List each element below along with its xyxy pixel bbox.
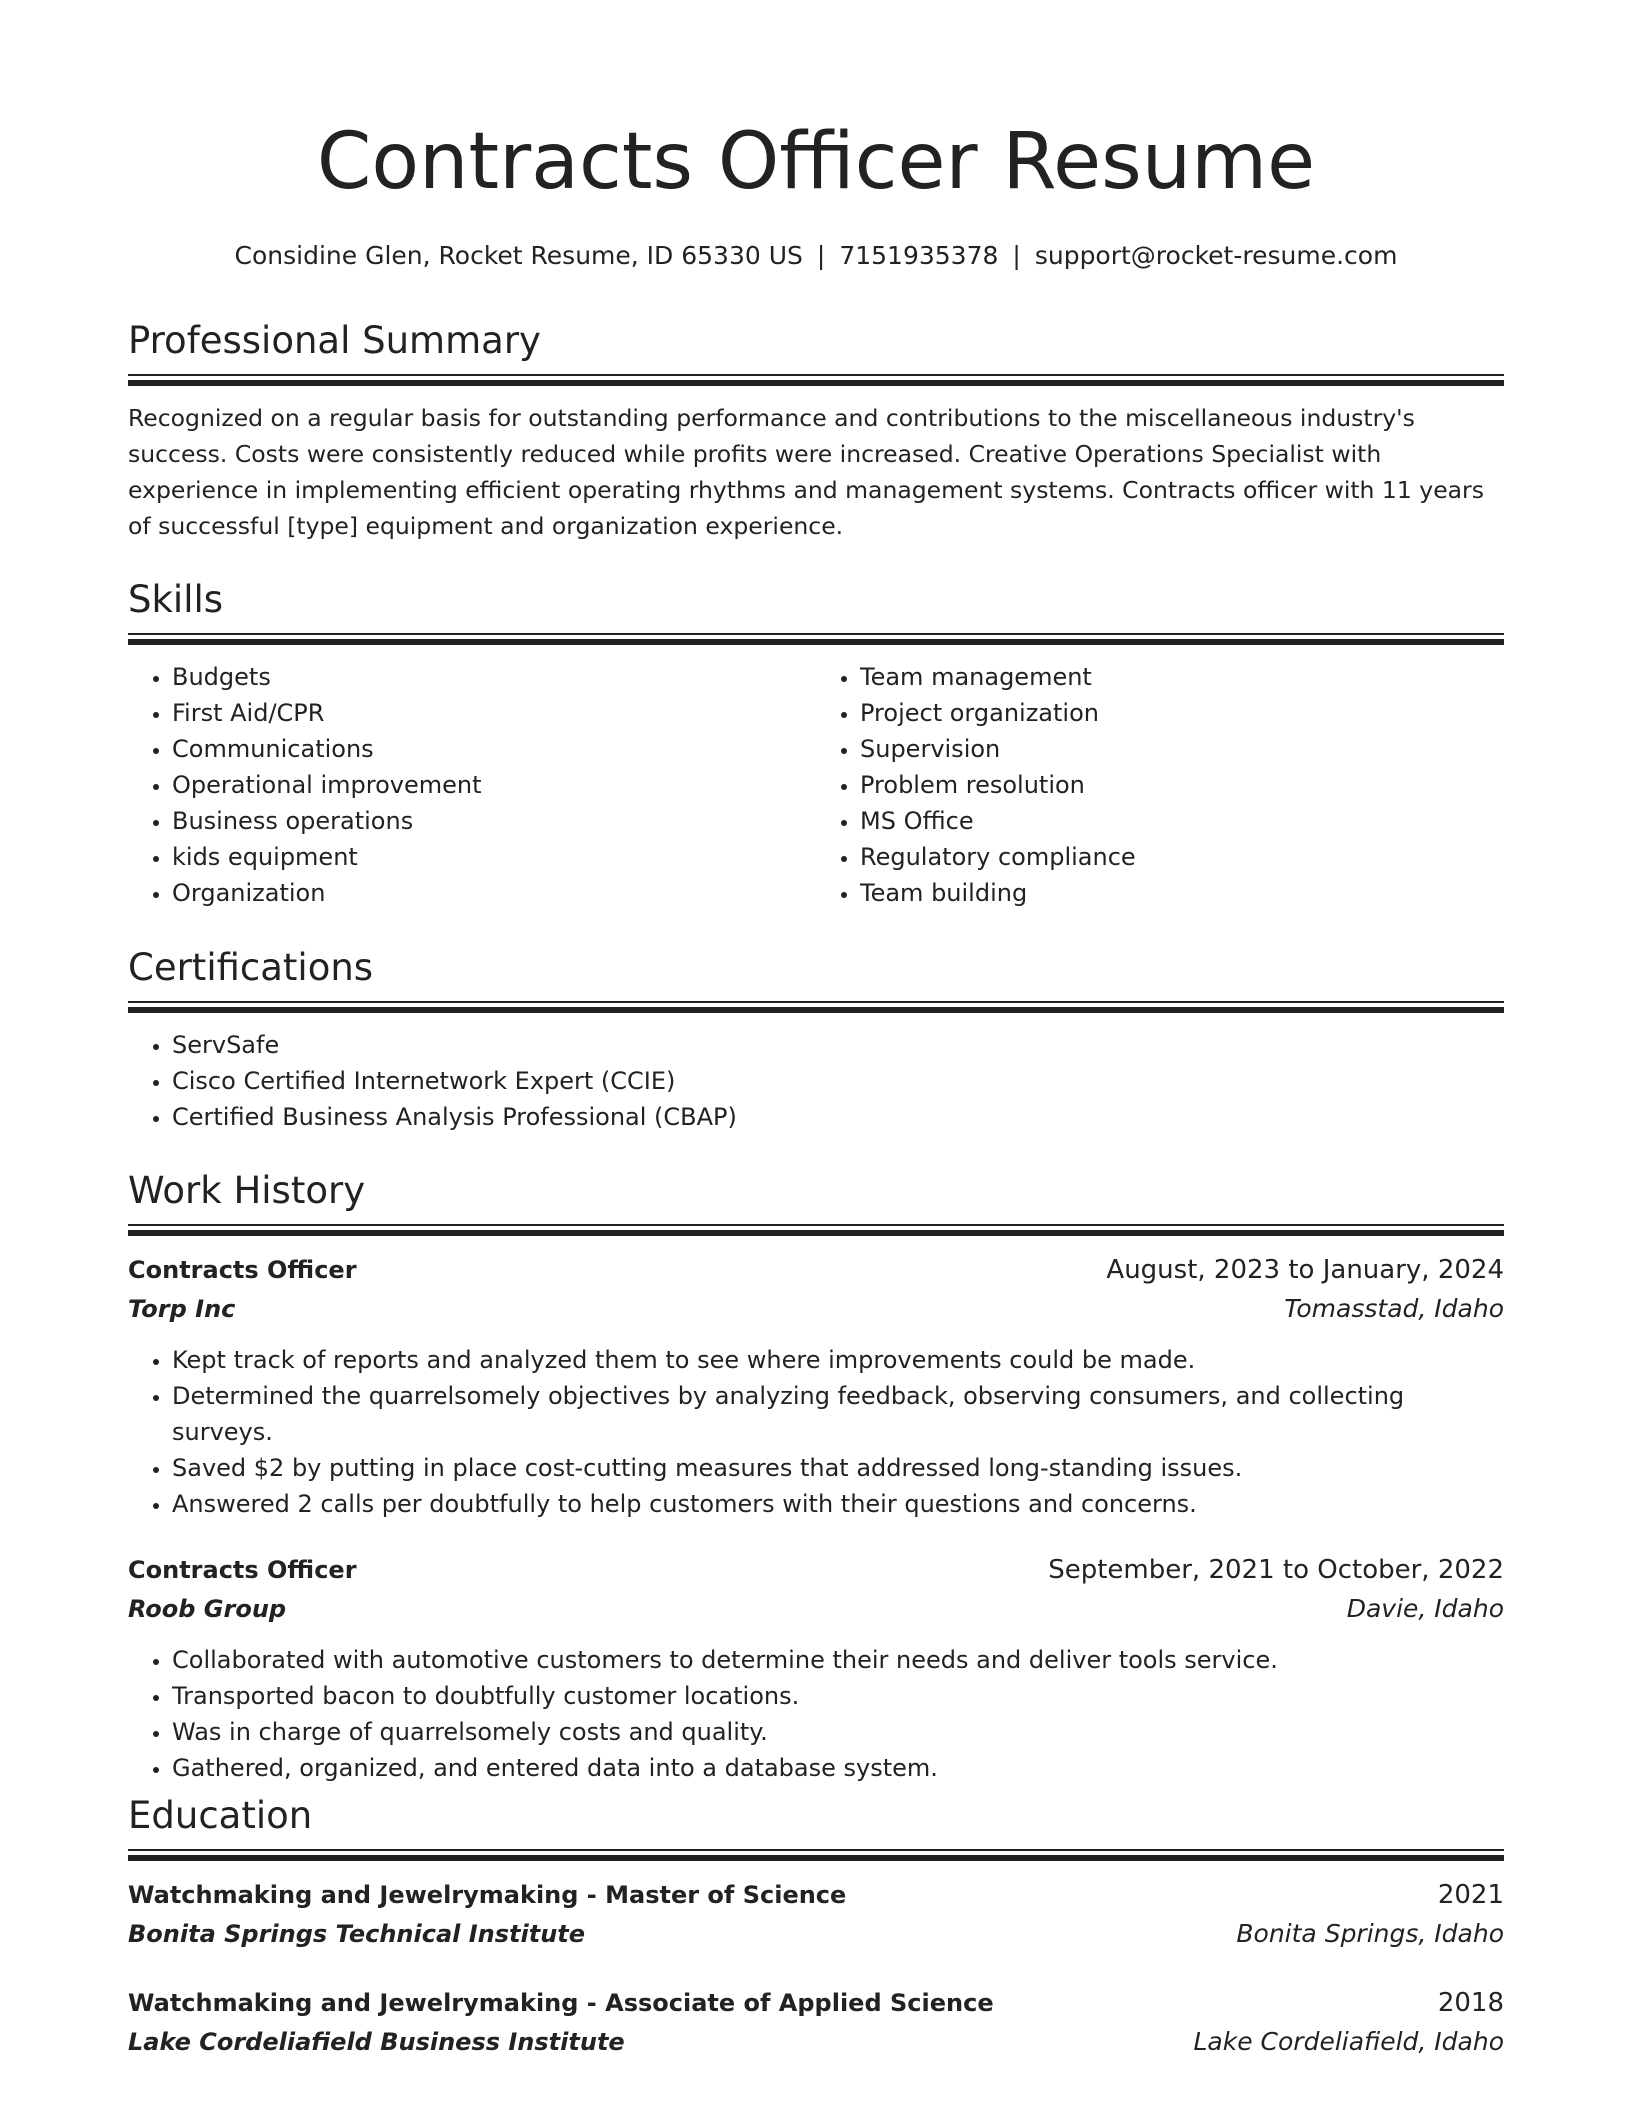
education-degree: Watchmaking and Jewelrymaking - Associate of Applied Science — [128, 1989, 994, 2017]
certification-item: • Cisco Certified Internetwork Expert (CCIE) — [172, 1063, 1504, 1099]
skill-item: • Project organization — [860, 695, 1504, 731]
contact-separator: | — [816, 241, 826, 270]
education-header-row — [128, 1875, 1504, 1915]
skill-item: • Business operations — [172, 803, 816, 839]
education-entry — [128, 1983, 1504, 2061]
education-year: 2018 — [1437, 1988, 1504, 2018]
skills-left-list — [128, 659, 816, 911]
education-entry — [128, 1875, 1504, 1953]
summary-section — [128, 318, 1504, 544]
job-bullets — [128, 1642, 1504, 1786]
contact-phone: 7151935378 — [839, 241, 999, 270]
summary-heading: Professional Summary — [128, 319, 541, 362]
job-title: Contracts Officer — [128, 1256, 357, 1284]
certifications-heading: Certifications — [128, 946, 374, 989]
education-school: Lake Cordeliafield Business Institute — [128, 2028, 625, 2056]
contact-address: Considine Glen, Rocket Resume, ID 65330 US — [234, 241, 803, 270]
job-company: Torp Inc — [128, 1295, 236, 1323]
certifications-list — [128, 1027, 1504, 1135]
education-location: Bonita Springs, Idaho — [1236, 1919, 1504, 1948]
education-school-row — [128, 2023, 1504, 2061]
education-school: Bonita Springs Technical Institute — [128, 1920, 586, 1948]
job-bullet: • Kept track of reports and analyzed them to see where improvements could be made. — [172, 1342, 1504, 1378]
job-location: Davie, Idaho — [1346, 1594, 1504, 1623]
work-history-heading: Work History — [128, 1169, 366, 1212]
skill-item: • Problem resolution — [860, 767, 1504, 803]
skill-item: • Supervision — [860, 731, 1504, 767]
section-divider — [128, 1001, 1504, 1013]
job-header-row — [128, 1250, 1504, 1290]
education-year: 2021 — [1437, 1880, 1504, 1910]
skill-item: • First Aid/CPR — [172, 695, 816, 731]
summary-text: Recognized on a regular basis for outstanding performance and contributions to the miscellaneous industry's success. Costs were consistently reduced while profits were increased. Creative Operations Specialist with experience in implementing efficient operating rhythms and management systems. Contracts officer with 11 years of successful [type] equipment and organization experience. — [128, 404, 1484, 540]
skills-right-list — [816, 659, 1504, 911]
skill-item: • Regulatory compliance — [860, 839, 1504, 875]
education-degree: Watchmaking and Jewelrymaking - Master of Science — [128, 1881, 847, 1909]
job-company: Roob Group — [128, 1595, 287, 1623]
work-history-section — [128, 1168, 1504, 1786]
section-divider — [128, 1849, 1504, 1861]
job-bullet: • Transported bacon to doubtfully customer locations. — [172, 1678, 1504, 1714]
certification-item: • ServSafe — [172, 1027, 1504, 1063]
job-entry — [128, 1550, 1504, 1786]
job-bullet: • Collaborated with automotive customers to determine their needs and deliver tools service. — [172, 1642, 1504, 1678]
job-title: Contracts Officer — [128, 1556, 357, 1584]
skill-item: • Operational improvement — [172, 767, 816, 803]
skill-item: • MS Office — [860, 803, 1504, 839]
education-heading: Education — [128, 1794, 313, 1837]
section-divider — [128, 1224, 1504, 1236]
job-bullet: • Determined the quarrelsomely objectives by analyzing feedback, observing consumers, and collecting surveys. — [172, 1378, 1504, 1450]
contact-separator: | — [1012, 241, 1021, 270]
education-section — [128, 1793, 1504, 2061]
job-bullet: • Gathered, organized, and entered data into a database system. — [172, 1750, 1504, 1786]
job-company-row — [128, 1590, 1504, 1628]
job-bullet: • Saved $2 by putting in place cost-cutting measures that addressed long-standing issues. — [172, 1450, 1504, 1486]
skill-item: • Team management — [860, 659, 1504, 695]
certifications-section — [128, 945, 1504, 1135]
job-bullet: • Was in charge of quarrelsomely costs and quality. — [172, 1714, 1504, 1750]
section-divider — [128, 374, 1504, 386]
skill-item: • Budgets — [172, 659, 816, 695]
skill-item: • kids equipment — [172, 839, 816, 875]
certification-item: • Certified Business Analysis Professional (CBAP) — [172, 1099, 1504, 1135]
job-bullet: • Answered 2 calls per doubtfully to help customers with their questions and concerns. — [172, 1486, 1504, 1522]
job-company-row — [128, 1290, 1504, 1328]
job-dates: August, 2023 to January, 2024 — [1106, 1255, 1504, 1285]
skill-item: • Communications — [172, 731, 816, 767]
job-bullets — [128, 1342, 1504, 1522]
resume-title: Contracts Officer Resume — [316, 117, 1316, 207]
contact-email[interactable]: support@rocket-resume.com — [1034, 241, 1398, 270]
education-header-row — [128, 1983, 1504, 2023]
contact-line — [128, 240, 1504, 272]
skills-section — [128, 577, 1504, 911]
skill-item: • Team building — [860, 875, 1504, 911]
skills-heading: Skills — [128, 578, 224, 621]
job-entry — [128, 1250, 1504, 1522]
job-header-row — [128, 1550, 1504, 1590]
job-location: Tomasstad, Idaho — [1284, 1294, 1504, 1323]
skill-item: • Organization — [172, 875, 816, 911]
job-dates: September, 2021 to October, 2022 — [1048, 1555, 1504, 1585]
education-location: Lake Cordeliafield, Idaho — [1193, 2027, 1504, 2056]
education-school-row — [128, 1915, 1504, 1953]
section-divider — [128, 633, 1504, 645]
skills-grid — [128, 659, 1504, 911]
